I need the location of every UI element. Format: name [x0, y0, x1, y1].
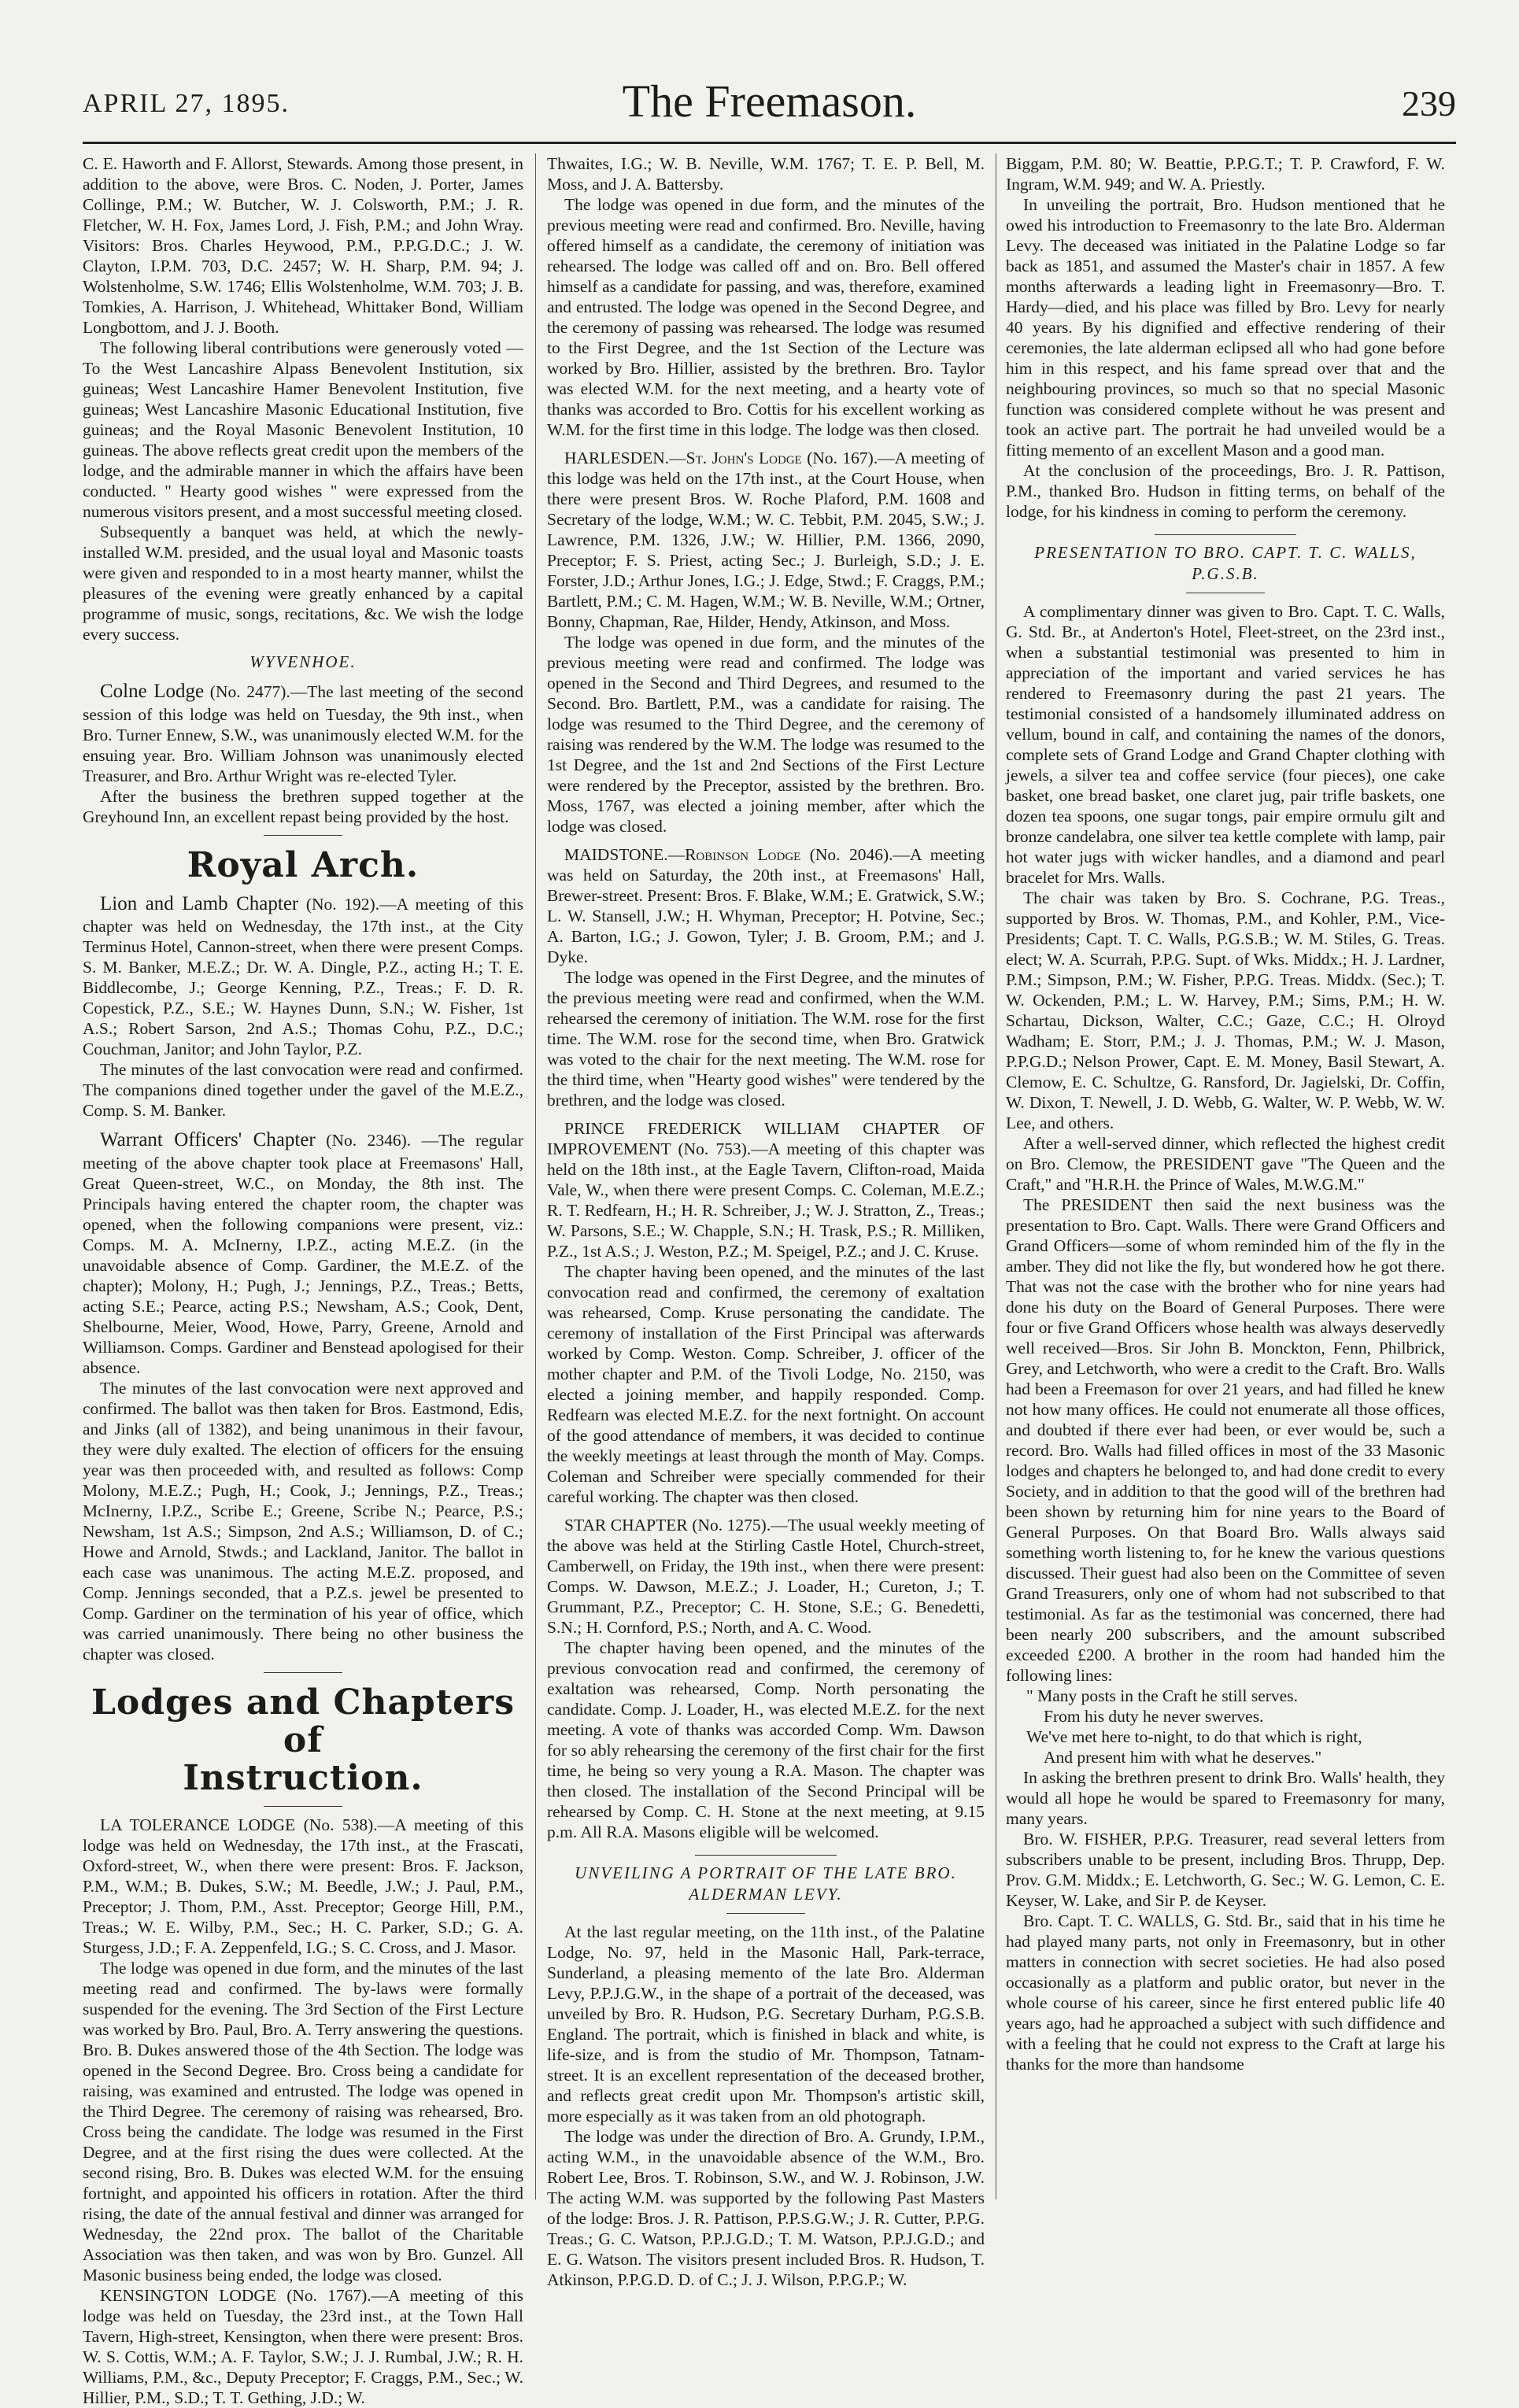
- paragraph: The lodge was opened in due form, and the minutes of the previous meeting were read and confirmed. The lodge was opened in the Second and Third Degrees, and resumed to the Second. Bro. Bartlett, P.M., was a candidate for raising. The lodge was resumed to the Third Degree, and the ceremony of raising was rendered by the W.M. The lodge was resumed to the 1st Degree, and the 1st and 2nd Sections of the First Lecture were rendered by the Preceptor, assisted by the brethren. Bro. Moss, 1767, was elected a joining member, after which the lodge was closed.: [547, 633, 985, 836]
- paragraph: The chair was taken by Bro. S. Cochrane, P.G. Treas., supported by Bros. W. Thomas, P.M., and Kohler, P.M., Vice-Presidents; Capt. T. C. Walls, P.G.S.B.; W. M. Stiles, G. Treas. elect; W. A. Scurrah, P.P.G. Supt. of Wks. Middx.; H. J. Lardner, P.M.; Simpson, P.M.; W. Fisher, P.P.G. Treas. Middx. (Sec.); T. W. Ockenden, P.M.; L. W. Harvey, P.M.; Sims, P.M.; H. W. Schartau, Dickson, Walter, C.C.; Gaze, C.C.; H. Olroyd Wadham; E. Storr, P.M.; J. J. Thomas, P.M.; W. J. Mason, P.P.G.D.; Nelson Prower, Capt. E. M. Money, Basil Stewart, A. Clemow, E. C. Schultze, G. Ransford, Dr. Jagielski, Dr. Coffin, W. Dixon, T. Newell, J. D. Webb, G. Walter, W. P. Webb, W. W. Lee, and others.: [1006, 888, 1445, 1132]
- article-heading: UNVEILING A PORTRAIT OF THE LATE BRO.: [575, 1863, 957, 1882]
- column-3: [1006, 153, 1445, 2199]
- page-number: 239: [1402, 83, 1456, 124]
- verse-line: From his duty he never swerves.: [1044, 1706, 1264, 1726]
- paragraph: After a well-served dinner, which reflected the highest credit on Bro. Clemow, the PRESIDENT gave "The Queen and the Craft," and "H.R.H. the Prince of Wales, M.W.G.M.": [1006, 1133, 1445, 1194]
- section-heading: Lodges and Chapters of: [91, 1682, 516, 1760]
- paragraph: The chapter having been opened, and the minutes of the last convocation read and confirmed, the ceremony of exaltation was rehearsed, Comp. Kruse personating the candidate. The ceremony of installation of the First Principal was afterwards worked by Comp. Weston. Comp. Schreiber, J. officer of the mother chapter and P.M. of the Tivoli Lodge, No. 2150, was elected a joining member, and happily responded. Comp. Redfearn was elected M.E.Z. for the next fortnight. On account of the good attendance of members, it was decided to continue the weekly meetings at least through the month of May. Comps. Coleman and Schreiber were specially commended for their careful working. The chapter was then closed.: [547, 1262, 985, 1506]
- paragraph: Thwaites, I.G.; W. B. Neville, W.M. 1767; T. E. P. Bell, M. Moss, and J. A. Battersby.: [547, 154, 985, 194]
- paragraph: The chapter having been opened, and the minutes of the previous convocation read and confirmed, the ceremony of exaltation was rehearsed, Comp. North personating the candidate. Comp. J. Loader, H., was elected M.E.Z. for the next meeting. A vote of thanks was accorded Comp. Wm. Dawson for so ably rehearsing the ceremony of the first chair for the first time, he being so very young a R.A. Mason. The chapter was then closed. The installation of the Second Principal will be rehearsed by Comp. C. H. Stone at the next meeting, at 9.15 p.m. All R.A. Masons eligible will be welcomed.: [547, 1638, 985, 1841]
- paragraph: Biggam, P.M. 80; W. Beattie, P.P.G.T.; T. P. Crawford, F. W. Ingram, W.M. 949; and W. A. Priestly.: [1006, 154, 1445, 194]
- paragraph: The minutes of the last convocation were next approved and confirmed. The ballot was then taken for Bros. Eastmond, Edis, and Jinks (all of 1382), and being unanimous in their favour, they were duly exalted. The election of officers for the ensuing year was then proceeded with, and resulted as follows: Comp Molony, M.E.Z.; Pugh, H.; Cook, J.; Jennings, P.Z., Treas.; McInerny, I.P.Z., Scribe E.; Greene, Scribe N.; Pearce, P.S.; Newsham, 1st A.S.; Simpson, 2nd A.S.; Williamson, D. of C.; Howe and Arnold, Stwds.; and Lackland, Janitor. The ballot in each case was unanimous. The acting M.E.Z. proposed, and Comp. Jennings seconded, that a P.Z.s. jewel be presented to Comp. Gardiner on the termination of his year of office, which was carried unanimously. There being no other business the chapter was closed.: [83, 1378, 523, 1664]
- paragraph: A complimentary dinner was given to Bro. Capt. T. C. Walls, G. Std. Br., at Anderton's Hotel, Fleet-street, on the 23rd inst., when a substantial testimonial was presented to him in appreciation of the important and varied services he has rendered to Freemasonry during the past 21 years. The testimonial consisted of a handsomely illuminated address on vellum, bound in calf, and containing the names of the donors, complete sets of Grand Lodge and Grand Chapter clothing with jewels, a silver tea and coffee service (four pieces), one cake basket, one bread basket, one claret jug, pair trifle baskets, one dozen tea spoons, one sugar tongs, pair empire ormulu gilt and bronze candelabra, one silver tea kettle complete with lamp, pair hot water jugs with wicker handles, and a diamond and pearl bracelet for Mrs. Walls.: [1006, 601, 1445, 887]
- paragraph: The PRESIDENT then said the next business was the presentation to Bro. Capt. Walls. There were Grand Officers and Grand Officers—some of whom reminded him of the fly in the amber. They did not like the fly, but wondered how he got there. That was not the case with the brother who for nine years had done his duty on the Board of General Purposes. There were four or five Grand Officers whose health was always deservedly well received—Bros. Sir John B. Monckton, Fenn, Philbrick, Grey, and Letchworth, who were a credit to the Craft. Bro. Walls had been a Freemason for over 21 years, and had filled he knew not how many offices. He could not enumerate all those offices, and doubted if there ever had been, or ever would be, such a record. Bro. Walls had filled offices in most of the 33 Masonic lodges and chapters he belonged to, and had done credit to every Society, and in addition to that the good will of the brethren had been shown by returning him for nine years to the Board of General Purposes. On that Board Bro. Walls always said something worth listening to, for he knew the various questions discussed. Their guest had also been on the Committee of seven Grand Treasurers, only one of whom had not subscribed to that testimonial. As far as the testimonial was concerned, there had been nearly 200 subscribers, and the amount subscribed exceeded £200. A brother in the room had handed him the following lines:: [1006, 1195, 1445, 1685]
- chapter-name: Lion and Lamb Chapter: [100, 893, 299, 915]
- section-heading: Royal Arch.: [187, 844, 419, 885]
- paragraph: PRINCE FREDERICK WILLIAM CHAPTER OF IMPROVEMENT (No. 753).—A meeting of this chapter was held on the 18th inst., at the Eagle Tavern, Clifton-road, Maida Vale, W., when there were present Comps. C. Coleman, M.E.Z.; R. T. Redfearn, H.; H. R. Schreiber, J.; W. J. Stratton, Z., Treas.; W. Parsons, S.E.; W. Chapple, S.N.; H. Trask, P.S.; R. Milliken, P.Z., 1st A.S.; J. Weston, P.Z.; M. Speigel, P.Z.; and J. C. Kruse.: [547, 1119, 985, 1261]
- paragraph: The lodge was opened in the First Degree, and the minutes of the previous meeting were read and confirmed, when the W.M. rehearsed the ceremony of initiation. The W.M. rose for the first time. The W.M. rose for the second time, when Bro. Gratwick was voted to the chair for the next meeting. The W.M. rose for the third time, when "Hearty good wishes" were tendered by the brethren, and the lodge was closed.: [547, 968, 985, 1110]
- paragraph: Warrant Officers' Chapter (No. 2346). —The regular meeting of the above chapter took place at Freemasons' Hall, Great Queen-street, W.C., on Monday, the 8th inst. The Principals having entered the chapter room, the chapter was opened, when the following companions were present, viz.: Comps. M. A. McInerny, I.P.Z., acting M.E.Z. (in the unavoidable absence of Comp. Gardiner, the M.E.Z. of the chapter); Molony, H.; Pugh, J.; Jennings, P.Z., Treas.; Betts, acting S.E.; Pearce, acting P.S.; Newsham, A.S.; Cook, Dent, Shelbourne, Meier, Wood, Howe, Parry, Greene, Arnold and Williamson. Comps. Gardiner and Benstead apologised for their absence.: [83, 1129, 524, 1377]
- section-rule: [1155, 534, 1296, 535]
- chapter-name: Warrant Officers' Chapter: [100, 1129, 316, 1151]
- section-heading: Instruction.: [183, 1758, 423, 1799]
- paragraph: Lion and Lamb Chapter (No. 192).—A meeting of this chapter was held on Wednesday, the 17th inst., at the City Terminus Hotel, Cannon-street, when there were present Comps. S. M. Banker, M.E.Z.; Dr. W. A. Dingle, P.Z., acting H.; T. E. Biddlecombe, J.; George Kenning, P.Z., Treas.; F. D. R. Copestick, P.Z., S.E.; W. Haynes Dunn, S.N.; W. Fisher, 1st A.S.; Robert Sarson, 2nd A.S.; Thomas Cohu, P.Z., D.C.; Couchman, Janitor; and John Taylor, P.Z.: [83, 893, 524, 1059]
- paragraph: The following liberal contributions were generously voted —To the West Lancashire Alpass Benevolent Institution, six guineas; West Lancashire Hamer Benevolent Institution, five guineas; West Lancashire Masonic Educational Institution, five guineas; and the Royal Masonic Benevolent Institution, 10 guineas. The above reflects great credit upon the members of the lodge, and the admirable manner in which the affairs have been conducted. " Hearty good wishes " were expressed from the numerous visitors present, and a most successful meeting closed.: [83, 338, 523, 521]
- verse-line: And present him with what he deserves.": [1044, 1747, 1322, 1767]
- section-rule: [264, 835, 342, 836]
- paragraph: Bro. Capt. T. C. WALLS, G. Std. Br., said that in his time he had played many parts, not only in Freemasonry, but in other matters in connection with secret societies. He had also posed occasionally as a platform and public orator, but never in the whole course of his career, since he first entered public life 40 years ago, had he approached a subject with such diffidence and with a feeling that he could not express to the Craft at large his thanks for the more than handsome: [1006, 1911, 1445, 2074]
- article-heading: P.G.S.B.: [1192, 564, 1259, 584]
- paragraph: Colne Lodge (No. 2477).—The last meeting of the second session of this lodge was held on Tuesday, the 9th inst., when Bro. Turner Ennew, S.W., was unanimously elected W.M. for the ensuing year. Bro. William Johnson was unanimously elected Treasurer, and Bro. Arthur Wright was re-elected Tyler.: [83, 681, 524, 785]
- paragraph: The lodge was opened in due form, and the minutes of the last meeting read and confirmed. The by-laws were formally suspended for the evening. The 3rd Section of the First Lecture was worked by Bro. Paul, Bro. A. Terry answering the questions. Bro. B. Dukes answered those of the 4th Section. The lodge was opened in the Second Degree. Bro. Cross being a candidate for raising, was examined and entrusted. The lodge was opened in the Third Degree. The ceremony of raising was rehearsed, Bro. Cross being the candidate. The lodge was resumed in the First Degree, and at the first rising the dues were collected. At the second rising, Bro. B. Dukes was elected W.M. for the ensuing fortnight, and appointed his officers in rotation. After the third rising, the date of the annual festival and dinner was arranged for Wednesday, the 22nd prox. The ballot of the Charitable Association was then taken, and was won by Bro. Gunzel. All Masonic business being ended, the lodge was closed.: [83, 1958, 523, 2284]
- paragraph: After the business the brethren supped together at the Greyhound Inn, an excellent repast being provided by the host.: [83, 786, 523, 826]
- article-heading: PRESENTATION TO BRO. CAPT. T. C. WALLS,: [1034, 543, 1417, 562]
- article-heading: ALDERMAN LEVY.: [689, 1885, 843, 1904]
- header-rule: [83, 142, 1456, 144]
- lodge-name: HARLESDEN.—St. John's Lodge: [564, 449, 802, 467]
- paragraph: C. E. Haworth and F. Allorst, Stewards. Among those present, in addition to the above, were Bros. C. Noden, J. Porter, James Collinge, P.M.; W. Butcher, W. J. Colsworth, P.M.; J. R. Fletcher, W. H. Fox, James Lord, J. Fish, P.M.; and John Wray. Visitors: Bros. Charles Heywood, P.M., P.P.G.D.C.; J. W. Clayton, I.P.M. 703, D.C. 2457; W. H. Sharp, P.M. 94; J. Wolstenholme, S.W. 1746; Ellis Wolstenholme, W.M. 703; J. B. Tomkies, A. Harrison, J. Whitehead, Whittaker Bond, William Longbottom, and J. J. Booth.: [83, 154, 523, 337]
- paragraph: The minutes of the last convocation were read and confirmed. The companions dined together under the gavel of the M.E.Z., Comp. S. M. Banker.: [83, 1060, 523, 1121]
- paragraph: Subsequently a banquet was held, at which the newly-installed W.M. presided, and the usual loyal and Masonic toasts were given and responded to in a most hearty manner, whilst the pleasures of the evening were greatly enhanced by a capital programme of music, songs, recitations, &c. We wish the lodge every success.: [83, 523, 523, 644]
- chapter-name: PRINCE FREDERICK WILLIAM CHAPTER OF IMPROVEMENT: [547, 1119, 985, 1158]
- section-rule: [695, 1855, 837, 1856]
- lodge-name: LA TOLERANCE LODGE: [100, 1815, 296, 1834]
- page-header: [83, 75, 1456, 138]
- paragraph: At the last regular meeting, on the 11th inst., of the Palatine Lodge, No. 97, held in the Masonic Hall, Park-terrace, Sunderland, a pleasing memento of the late Bro. Alderman Levy, P.P.J.G.W., in the shape of a portrait of the deceased, was unveiled by Bro. R. Hudson, P.G. Secretary Durham, P.G.S.B. England. The portrait, which is finished in black and white, is life-size, and is from the studio of Mr. Thompson, Tatnam-street. It is an excellent representation of the deceased brother, and reflects great credit upon Mr. Thompson's artistic skill, more especially as it was taken from an old photograph.: [547, 1922, 985, 2125]
- lodge-name: Colne Lodge: [100, 681, 205, 703]
- paragraph: KENSINGTON LODGE (No. 1767).—A meeting of this lodge was held on Tuesday, the 23rd inst., at the Town Hall Tavern, High-street, Kensington, when there were present: Bros. W. S. Cottis, W.M.; A. F. Taylor, S.W.; J. J. Rumbal, J.W.; R. H. Williams, P.M., &c., Deputy Preceptor; F. Craggs, P.M., Sec.; W. Hillier, P.M., S.D.; T. T. Gething, J.D.; W.: [83, 2285, 523, 2407]
- paragraph: LA TOLERANCE LODGE (No. 538).—A meeting of this lodge was held on Wednesday, the 17th inst., at the Frascati, Oxford-street, W., when there were present: Bros. F. Jackson, P.M., W.M.; B. Dukes, S.W.; M. Beedle, J.W.; J. Paul, P.M., Preceptor; J. Thom, P.M., Asst. Preceptor; George Hill, P.M., Treas.; W. E. Wilby, P.M., Sec.; H. C. Parker, S.D.; G. A. Sturgess, J.D.; F. A. Zeppenfeld, I.G.; S. C. Cross, and J. Masor.: [83, 1815, 524, 1957]
- correspondent-signoff: WYVENHOE.: [249, 652, 357, 671]
- section-rule: [264, 1806, 342, 1807]
- masthead-title: The Freemason.: [622, 76, 917, 127]
- column-1: [83, 153, 524, 2407]
- chapter-name: STAR CHAPTER: [564, 1516, 688, 1535]
- paragraph: The lodge was opened in due form, and the minutes of the previous meeting were read and confirmed. Bro. Neville, having offered himself as a candidate, the ceremony of initiation was rehearsed. The lodge was called off and on. Bro. Bell offered himself as a candidate for passing, and was, therefore, examined and entrusted. The lodge was opened in the Second Degree, and the ceremony of passing was rehearsed. The lodge was resumed to the First Degree, and the 1st Section of the Lecture was worked by Bro. Hillier, assisted by the brethren. Bro. Taylor was elected W.M. for the next meeting, and a hearty vote of thanks was accorded to Bro. Cottis for his excellent working as W.M. for the first time in this lodge. The lodge was then closed.: [547, 195, 985, 439]
- column-divider: [535, 153, 536, 2199]
- section-rule: [264, 1672, 342, 1673]
- paragraph: HARLESDEN.—St. John's Lodge (No. 167).—A meeting of this lodge was held on the 17th inst., at the Court House, when there were present Bros. W. Roche Plaford, P.M. 1608 and Secretary of the lodge, W.M.; W. C. Tebbit, P.M. 2045, S.W.; J. Lawrence, P.M. 1326, J.W.; W. Hillier, P.M. 1366, 2090, Preceptor; F. S. Priest, acting Sec.; J. Burleigh, S.D.; J. E. Forster, J.D.; Arthur Jones, I.G.; J. Edge, Stwd.; F. Craggs, P.M.; Bartlett, P.M.; C. M. Hagen, W.M.; W. B. Neville, W.M.; Ortner, Bonny, Chapman, Rae, Hilder, Hendy, Atkinson, and Moss.: [547, 449, 985, 631]
- paragraph: STAR CHAPTER (No. 1275).—The usual weekly meeting of the above was held at the Stirling Castle Hotel, Church-street, Camberwell, on Friday, the 19th inst., when there were present: Comps. W. Dawson, M.E.Z.; J. Loader, H.; Cureton, J.; T. Grummant, P.Z., Preceptor; C. H. Stone, S.E.; G. Benedetti, S.N.; H. Cornford, P.S.; North, and A. C. Wood.: [547, 1516, 985, 1637]
- paragraph: Bro. W. FISHER, P.P.G. Treasurer, read several letters from subscribers unable to be present, including Bros. Thrupp, Dep. Prov. G.M. Middx.; E. Letchworth, G. Sec.; W. G. Lemon, C. E. Keyser, W. Lake, and Sir P. de Keyser.: [1006, 1829, 1445, 1910]
- verse-line: " Many posts in the Craft he still serves.: [1026, 1686, 1298, 1705]
- verse-line: We've met here to-night, to do that which is right,: [1026, 1727, 1362, 1746]
- issue-date: APRIL 27, 1895.: [83, 89, 290, 118]
- lodge-name: KENSINGTON LODGE: [100, 2285, 277, 2305]
- paragraph: MAIDSTONE.—Robinson Lodge (No. 2046).—A meeting was held on Saturday, the 20th inst., at Freemasons' Hall, Brewer-street. Present: Bros. F. Blake, W.M.; E. Gratwick, S.W.; L. W. Stansell, J.W.; H. Whyman, Preceptor; H. Potvine, Sec.; A. Barton, I.G.; J. Gowon, Tyler; J. B. Groom, P.M.; and J. Dyke.: [547, 845, 985, 966]
- lodge-name: MAIDSTONE.—Robinson Lodge: [564, 845, 801, 864]
- paragraph: In unveiling the portrait, Bro. Hudson mentioned that he owed his introduction to Freemasonry to the late Bro. Alderman Levy. The deceased was initiated in the Palatine Lodge so far back as 1851, and assumed the Master's chair in 1857. A few months afterwards a leading light in Freemasonry—Bro. T. Hardy—died, and his place was filled by Bro. Levy for nearly 40 years. By his dignified and effective rendering of their ceremonies, the late alderman eclipsed all who had gone before him in this respect, and his fame spread over that and the neighbouring provinces, so much so that no special Masonic function was considered complete without he was present and took an active part. The portrait he had unveiled would be a fitting memento of an excellent Mason and a good man.: [1006, 195, 1445, 460]
- column-2: [547, 153, 985, 2289]
- section-rule: [726, 1913, 805, 1914]
- paragraph: In asking the brethren present to drink Bro. Walls' health, they would all hope he would be spared to Freemasonry for many, many years.: [1006, 1767, 1445, 1828]
- paragraph: The lodge was under the direction of Bro. A. Grundy, I.P.M., acting W.M., in the unavoidable absence of the W.M., Bro. Robert Lee, Bros. T. Robinson, S.W., and W. J. Robinson, J.W. The acting W.M. was supported by the following Past Masters of the lodge: Bros. J. R. Pattison, P.P.S.G.W.; J. R. Cutter, P.P.G. Treas.; G. C. Watson, P.P.J.G.D.; T. M. Watson, P.P.J.G.D.; and E. G. Watson. The visitors present included Bros. R. Hudson, T. Atkinson, P.P.G.D. D. of C.; J. J. Wilson, P.P.G.P.; W.: [547, 2126, 985, 2289]
- paragraph: At the conclusion of the proceedings, Bro. J. R. Pattison, P.M., thanked Bro. Hudson in fitting terms, on behalf of the lodge, for his kindness in coming to perform the ceremony.: [1006, 461, 1445, 521]
